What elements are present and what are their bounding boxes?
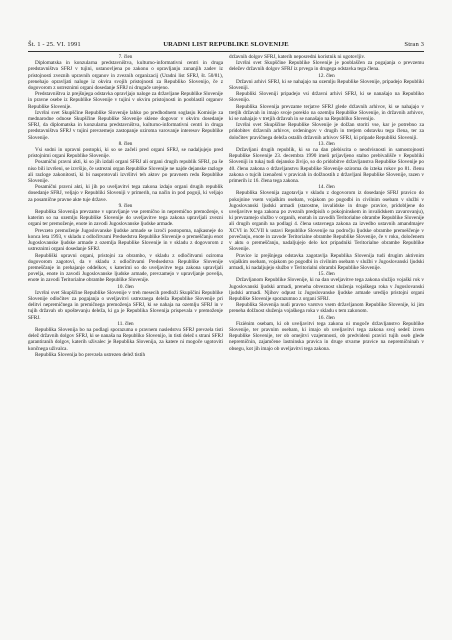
article-paragraph: Predstavništva iz prejšnjega odstavka opravljajo naloge za državljane Republike Slovenije in pravne osebe iz Republike Slovenije v tujini v okviru pristojnosti in pooblastil organov Republike Slovenije.: [28, 91, 223, 110]
article-paragraph: Republiški upravni organi, pristojni za obrambo, v skladu z odločitvami oziroma dogovorom zagotovi, da v skladu z odločitvami Predsedstva Republike Slovenije premeščanje in prehajanje oddelkov, s katerimi so do uveljavitve tega zakona upravljali povelja, enote in zavodi Jugoslovanske ljudske armade, prevzamejo v upravljanje povelja, enote in zavodi Teritorialne obrambe Republike Slovenije.: [28, 252, 223, 284]
article-heading: 15. člen: [318, 271, 335, 278]
left-column: [28, 54, 223, 614]
article-heading: 9. člen: [118, 202, 133, 209]
article-paragraph: Državljanom Republike Slovenije, ki na dan uveljavitve tega zakona služijo vojaški rok v Jugoslovanski ljudski armadi, preneha obveznost služenja vojaškega roka v Jugoslovanski ljudski armadi. Njihov odpust iz Jugoslovanske ljudske armade uredijo pristojni organi Republike Slovenije sporazumno z organi SFRJ.: [229, 277, 424, 302]
running-header: [28, 40, 424, 50]
article-paragraph: Izvršni svet Skupščine Republike Slovenije je pooblaščen za pogajanja o prevzemu deležev državnih dolgov SFRJ iz prvega in drugega odstavka tega člena.: [229, 60, 424, 73]
page-number: Stran 3: [404, 41, 424, 48]
publication-title: URADNI LIST REPUBLIKE SLOVENIJE: [163, 41, 289, 48]
article-heading: 8. člen: [118, 140, 133, 147]
article-paragraph: Fiziènim osebam, ki ob uveljavitvi tega zakona ni mogoče državljanstvo Republike Slovenije, ter pravnim osebam, ki imajo ob uveljavitvi tega zakona svoj sedež izven Republike Slovenije, ter ob omejitvi vzajemnosti, ob predvideni pravici tujih oseb glede nepremičnin, zajamčene lastninska pravica in druge stvarne pravice na nepremičninah v obsegu, kot jih imajo ob uveljavitvi tega zakona.: [229, 320, 424, 352]
issue-number-date: Št. 1 - 25. VI. 1991: [28, 41, 81, 48]
article-paragraph: Državljani drugih republik, ki so na dan plebiscita o neodvisnosti in samostojnosti Republike Slovenije 23. decembra 1990 imeli prijavljeno stalno prebivališče v Republiki Sloveniji in tukaj tudi dejansko živijo, so do pridobitve državljanstva Republike Slovenije po 40. členu zakona o državljanstvu Republike Slovenije oziroma do izteka rokov po 81. členu zakona o tujcih izenačeni v pravicah in dolžnostih z državljani Republike Slovenije, razen v primerih iz 16. člena tega zakona.: [229, 147, 424, 185]
article-paragraph: Republika Slovenija prevzame v upravljanje vse premično in nepremično premoženje, s katerim so na ozemlju Republike Slovenije do uveljavitve tega zakona upravljali zvezni organi ter premoženje, enote in zavodi Jugoslovanske ljudske armade.: [28, 209, 223, 228]
article-paragraph: Pravice iz prejšnjega odstavka zagotavlja Republika Slovenija tudi drugim aktivnim vojaškim osebam, vojakom po pogodbi in civilnim osebam v službi v Jugoslovanski ljudski armadi, ki nadaljujejo službo v Teritorialni obrambi Republike Slovenije.: [229, 252, 424, 271]
article-heading: 10. člen: [117, 283, 134, 290]
article-paragraph: Republika Slovenija prevzame terjatve SFRJ glede državnih arhivov, ki se nahajajo v tretjih državah in imajo svoje poreklo na ozemlju Republike Slovenije, in državnih arhivov, ki se nahajajo v tretjih državah in se nanašajo na Republiko Slovenijo.: [229, 103, 424, 123]
article-heading: 12. člen: [318, 72, 335, 79]
article-paragraph: državnih dolgov SFRJ, katerih neposredni koristnik ni ugotovljiv.: [229, 54, 366, 60]
right-column: [229, 54, 424, 614]
article-paragraph: Izvršni svet Skupščine Republike Slovenije lahko po predhodnem soglasju Komisije za mednarodne odnose Skupščine Republike Slovenije sklene dogovor v okviru dosedanje SFRJ, da diplomatska in konzularna predstavništva, kulturno-informativni centri in druga predstavništva SFRJ v tujini prevzemejo zastopanje oziroma varovanje interesov Republike Slovenije.: [28, 109, 223, 141]
article-heading: 14. člen: [318, 184, 335, 191]
article-paragraph: Republika Slovenija nudi pravno varstvo vsem državljanom Republike Slovenije, ki jim preneha dolžnost služenja vojaškega roka v skladu s tem zakonom.: [229, 302, 424, 315]
article-paragraph: Izvršni svet Skupščine Republike Slovenije v treh mesecih predloži Skupščini Republike Slovenije odločitev za pogajanja o uveljavitvi ustreznega deleža Republike Slovenije pri delitvi nepremičnega in premičnega premoženja SFRJ, ki se nahaja na ozemlju SFRJ in v tujih državah ob upoštevanju deleža, ki ga je Republika Slovenija prispevala v premoženje SFRJ.: [28, 289, 223, 321]
article-paragraph: Republiki Sloveniji pripadejo vsi državni arhivi SFRJ, ki se nanašajo na Republiko Slovenijo.: [229, 91, 424, 104]
article-paragraph: Državni arhivi SFRJ, ki se nahajajo na ozemlju Republike Slovenije, pripadejo Republiki Sloveniji.: [229, 78, 424, 92]
article-heading: 13. člen: [318, 140, 335, 147]
article-heading: 11. člen: [117, 320, 134, 327]
article-paragraph: Republika Slovenija bo prevzela ustrezen delež tistih: [35, 351, 146, 358]
article-paragraph: Republika Slovenija zagotavlja v skladu z dogovorom iz dosedanje SFRJ pravico do pokojnine vsem vojaškim osebam, vojakom po pogodbi in civilnim osebam v službi v Jugoslovanski ljudski armadi (starostne, invalidske in druge pravice, pridobljene do uveljavitve tega zakona po zveznih predpisih o pokojninskem in invalidskem zavarovanju), ki prevzamejo službo v organih, enotah in zavodih Teritorialne obrambe Republike Slovenije ali drugih organih na podlagi 4. člena ustavnega zakona za izvedbo ustavnih amandmajev XCVI in XCVII k ustavi Republike Slovenije na področju ljudske obrambe premeščenje v povečanju, enote in zavode Teritorialne obrambe Republike Slovenije, če v roku, določenem v aktu o premeščanju, nadaljujejo delo kot pripadniki Teritorialne obrambe Republike Slovenije.: [229, 190, 424, 253]
article-paragraph: Republika Slovenija bo na podlagi sporazuma o pravnem nasledstvu SFRJ prevzela tisti delež državnih dolgov SFRJ, ki se nanaša na Republiko Slovenijo, in tisti delež s strani SFRJ garantiranih dolgov, katerih uživalec je Republika Slovenija, za katere ni mogoče ugotoviti končnega uživalca.: [28, 326, 223, 352]
article-paragraph: Prevzeto premoženje Jugoslovanske ljudske armade se izroči postopoma, najkasneje do konca leta 1993, v skladu z odločitvami Predsedstva Republike Slovenije o premeščanju enot Jugoslovanske ljudske armade z ozemlja Republike Slovenije in v skladu z dogovorom z ustreznimi organi dosedanje SFRJ.: [28, 227, 223, 253]
article-heading: 16. člen: [318, 314, 335, 321]
article-paragraph: Posamični pravni akti, ki so jih izdali organi SFRJ ali organi drugih republik SFRJ, pa še niso bili izvršeni, se izvršijo, če ustrezni organ Republike Slovenije ne najde dejanske razloge ali razloge zakonitosti, ki bi nasprotovali izvršitvi teh aktov po pravnem redu Republike Slovenije.: [28, 159, 223, 185]
header-rule: [28, 51, 424, 52]
article-paragraph: Vsi sodni in upravni postopki, ki so se začeli pred organi SFRJ, se nadaljujejo pred pristojnimi organi Republike Slovenije.: [28, 147, 223, 160]
article-paragraph: Diplomatska in konzularna predstavništva, kulturno-informativni centri in druga predstavništva SFRJ v tujini, ustanovljena po zakonu o opravljanju zunanjih zadev iz pristojnosti zveznih upravnih organov in zveznih organizacij (Uradni list SFRJ, št. 50/81), prenehajo opravljati naloge iz okvira svojih pristojnosti za Republiko Slovenijo, če z dogovorom z ustreznimi organi dosedanje SFRJ ni drugače urejeno.: [28, 60, 223, 92]
article-paragraph: Izvršni svet Skupščine Republike Slovenije je dolžan storiti vse, kar je potrebno za pridobitev državnih arhivov, ordeningov v drugih in tretjem odstavku tega člena, ter za določitev pravičnega deleža ostalih državnih arhivov SFRJ, ki pripade Republiki Sloveniji.: [229, 122, 424, 141]
article-paragraph: Posamični pravni akti, ki jih po uveljavitvi tega zakona izdajo organi drugih republik dosedanje SFRJ, veljajo v Republiki Sloveniji v primerih, na način in pod pogoji, ki veljajo za posamične pravne akte tuje države.: [28, 184, 223, 203]
article-heading: 7. člen: [118, 54, 133, 60]
